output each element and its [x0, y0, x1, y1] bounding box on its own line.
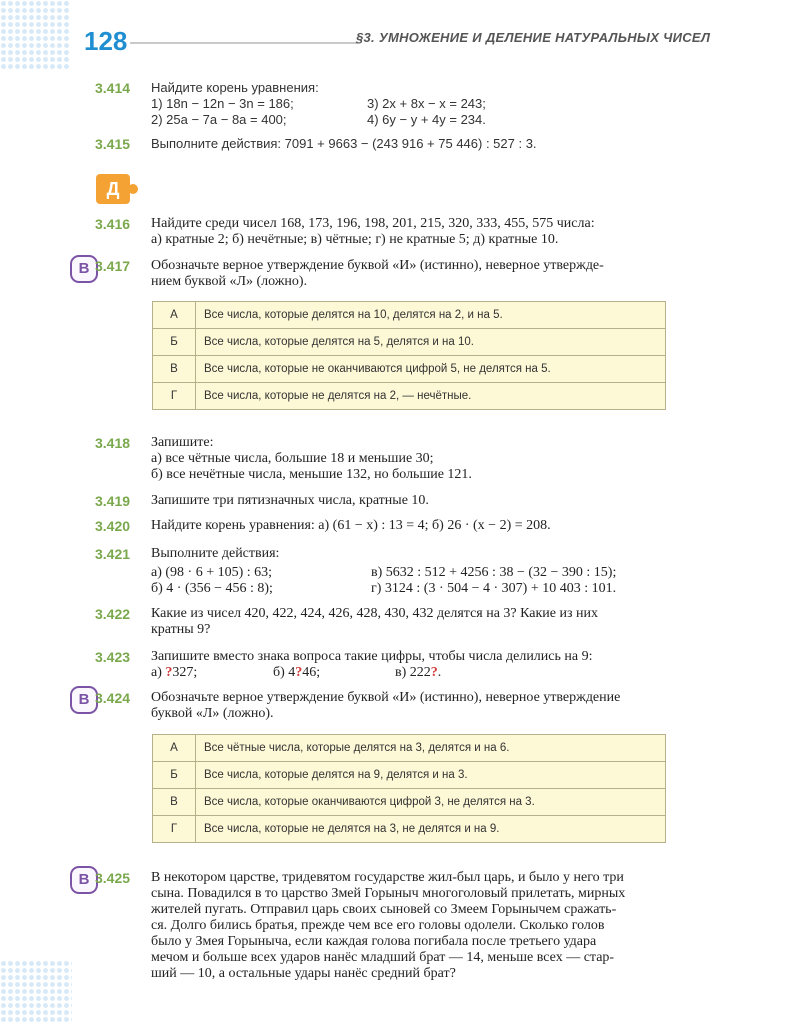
exercise-text: Запишите три пятизначных числа, кратные 10.	[151, 493, 429, 508]
table-cell-letter: Г	[153, 383, 196, 410]
equation-4: 4) 6y − y + 4y = 234.	[367, 112, 486, 127]
exercise-3-423	[95, 649, 765, 681]
table-cell-text: Все числа, которые не делятся на 2, — нечётные.	[196, 383, 666, 410]
exercise-number: 3.415	[95, 136, 131, 152]
exercise-3-415	[95, 136, 765, 152]
table-cell-text: Все числа, которые делятся на 10, делятся на 2, и на 5.	[196, 302, 666, 329]
exercise-number: 3.425	[95, 870, 131, 886]
exercise-text: Выполните действия:	[151, 546, 280, 561]
badge-v-icon: В	[70, 255, 98, 283]
expression-v: в) 5632 : 512 + 4256 : 38 − (32 − 390 : 15);	[371, 565, 617, 580]
exercise-text: Найдите среди чисел 168, 173, 196, 198, 201, 215, 320, 333, 455, 575 числа:	[151, 216, 595, 231]
equation-1: 1) 18n − 12n − 3n = 186;	[151, 96, 294, 111]
table-cell-text: Все числа, которые не оканчиваются цифрой 5, не делятся на 5.	[196, 356, 666, 383]
true-false-table-417	[152, 301, 666, 410]
exercise-text: ся. Долго бились братья, прежде чем все его головы одолели. Сколько голов	[151, 918, 605, 933]
table-row	[153, 762, 666, 789]
expression-g: г) 3124 : (3 · 504 − 4 · 307) + 10 403 : 101.	[371, 581, 617, 596]
header-divider	[130, 42, 358, 44]
exercise-text: Найдите корень уравнения: а) (61 − x) : 13 = 4; б) 26 · (x − 2) = 208.	[151, 518, 551, 533]
decorative-dots-top	[0, 0, 70, 70]
exercise-number: 3.419	[95, 493, 131, 509]
exercise-3-421	[95, 546, 765, 597]
exercise-3-424	[95, 690, 765, 722]
exercise-text: Обозначьте верное утверждение буквой «И» (истинно), неверное утвержде-	[151, 258, 604, 273]
exercise-text: мечом и больше всех ударов нанёс младший брат — 14, меньше всех — стар-	[151, 950, 615, 965]
exercise-text: Какие из чисел 420, 422, 424, 426, 428, 430, 432 делятся на 3? Какие из них	[151, 606, 599, 621]
table-cell-letter: Г	[153, 816, 196, 843]
exercise-text: ший — 10, а остальные удары нанёс средний брат?	[151, 966, 456, 981]
exercise-3-414	[95, 80, 765, 128]
exercise-text: жителей пугать. Отправил царь своих сыновей со Змеем Горынычем сражать-	[151, 902, 617, 917]
exercise-3-425	[95, 870, 765, 982]
exercise-text: Запишите:	[151, 435, 214, 450]
table-cell-letter: В	[153, 789, 196, 816]
expression-a: а) (98 · 6 + 105) : 63;	[151, 565, 273, 580]
exercise-3-422	[95, 606, 765, 638]
table-cell-letter: А	[153, 302, 196, 329]
page-number: 128	[84, 26, 128, 56]
table-row	[153, 816, 666, 843]
badge-v-icon: В	[70, 866, 98, 894]
exercise-3-420	[95, 518, 765, 534]
exercise-number: 3.416	[95, 216, 131, 232]
exercise-number: 3.417	[95, 258, 131, 274]
exercise-text: было у Змея Горыныча, если каждая голова погибала после третьего удара	[151, 934, 597, 949]
decorative-dots-bottom	[0, 960, 72, 1024]
table-row	[153, 789, 666, 816]
exercise-3-417	[95, 258, 765, 290]
badge-v-icon: В	[70, 686, 98, 714]
exercise-text: кратны 9?	[151, 622, 211, 637]
exercise-text: нием буквой «Л» (ложно).	[151, 274, 308, 289]
table-cell-text: Все чётные числа, которые делятся на 3, делятся и на 6.	[196, 735, 666, 762]
table-row	[153, 735, 666, 762]
table-row	[153, 329, 666, 356]
table-row	[153, 356, 666, 383]
table-cell-letter: А	[153, 735, 196, 762]
exercise-text: Обозначьте верное утверждение буквой «И» (истинно), неверное утверждение	[151, 690, 621, 705]
difficulty-badge-d: Д	[96, 174, 130, 204]
exercise-number: 3.420	[95, 518, 131, 534]
expression-b: б) 4 · (356 − 456 : 8);	[151, 581, 273, 596]
exercise-3-418	[95, 435, 765, 483]
exercise-number: 3.414	[95, 80, 131, 96]
exercise-number: 3.418	[95, 435, 131, 451]
equation-2: 2) 25a − 7a − 8a = 400;	[151, 112, 287, 127]
exercise-text: а) кратные 2; б) нечётные; в) чётные; г) не кратные 5; д) кратные 10.	[151, 232, 559, 247]
table-cell-letter: В	[153, 356, 196, 383]
exercise-number: 3.424	[95, 690, 131, 706]
true-false-table-424	[152, 734, 666, 843]
table-row	[153, 383, 666, 410]
exercise-text: Запишите вместо знака вопроса такие цифры, чтобы числа делились на 9:	[151, 649, 593, 664]
exercise-number: 3.423	[95, 649, 131, 665]
table-cell-letter: Б	[153, 762, 196, 789]
exercise-text: Выполните действия: 7091 + 9663 − (243 916 + 75 446) : 527 : 3.	[151, 136, 537, 151]
exercise-3-419	[95, 493, 765, 509]
section-title: §3. УМНОЖЕНИЕ И ДЕЛЕНИЕ НАТУРАЛЬНЫХ ЧИСЕЛ	[356, 30, 711, 45]
exercise-3-416	[95, 216, 765, 248]
exercise-text: б) все нечётные числа, меньшие 132, но большие 121.	[151, 467, 472, 482]
exercise-text: сына. Повадился в то царство Змей Горыныч многоголовый прилетать, мирных	[151, 886, 626, 901]
table-cell-letter: Б	[153, 329, 196, 356]
table-cell-text: Все числа, которые делятся на 5, делятся и на 10.	[196, 329, 666, 356]
exercise-text: В некотором царстве, тридевятом государстве жил-был царь, и было у него три	[151, 870, 624, 885]
table-cell-text: Все числа, которые делятся на 9, делятся и на 3.	[196, 762, 666, 789]
exercise-text: Найдите корень уравнения:	[151, 80, 319, 95]
exercise-number: 3.422	[95, 606, 131, 622]
exercise-text: буквой «Л» (ложно).	[151, 706, 274, 721]
table-row	[153, 302, 666, 329]
exercise-number: 3.421	[95, 546, 131, 562]
table-cell-text: Все числа, которые не делятся на 3, не делятся и на 9.	[196, 816, 666, 843]
exercise-text: а) все чётные числа, большие 18 и меньшие 30;	[151, 451, 434, 466]
equation-3: 3) 2x + 8x − x = 243;	[367, 96, 486, 111]
item-v: в) 222?.	[395, 665, 442, 680]
item-b: б) 4?46;	[273, 665, 321, 680]
item-a: а) ?327;	[151, 665, 198, 680]
table-cell-text: Все числа, которые оканчиваются цифрой 3, не делятся на 3.	[196, 789, 666, 816]
